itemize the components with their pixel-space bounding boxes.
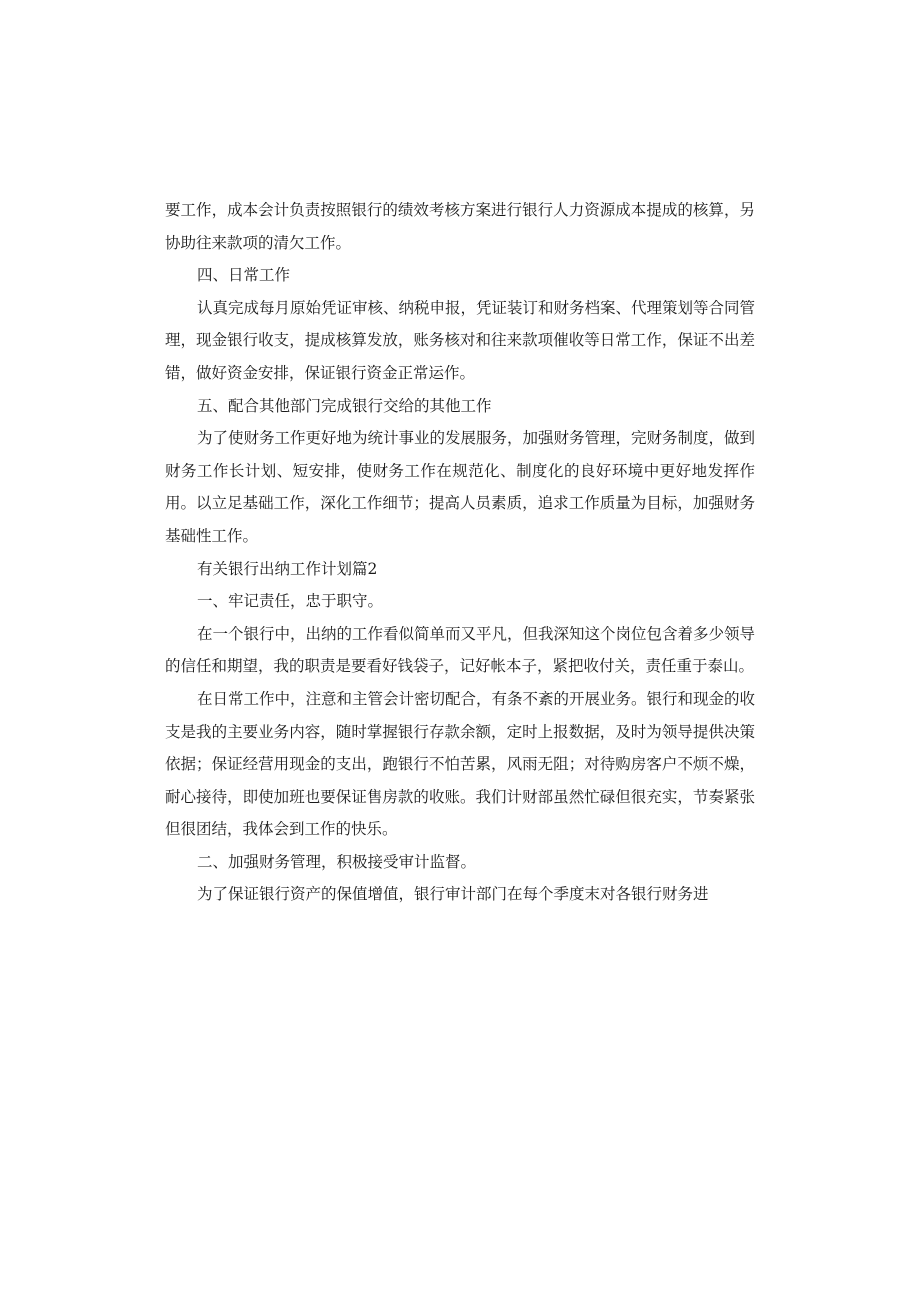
section-heading-other-work: 五、配合其他部门完成银行交给的其他工作 xyxy=(197,396,492,415)
article-title-part2: 有关银行出纳工作计划篇2 xyxy=(197,559,378,578)
paragraph-daily-cooperation: 在日常工作中，注意和主管会计密切配合，有条不紊的开展业务。银行和现金的收支是我的主要业务内容，随时掌握银行存款余额，定时上报数据，及时为领导提供决策依据；保证经营用现金的支出，跑银行不怕苦累，风雨无阻；对待购房客户不烦不燥，耐心接待，即使加班也要保证售房款的收账。我们计财部虽然忙碌但很充实，节奏紧张但很团结，我体会到工作的快乐。 xyxy=(165,689,756,839)
section-heading-daily-work: 四、日常工作 xyxy=(197,266,291,285)
paragraph-responsibility: 在一个银行中，出纳的工作看似简单而又平凡，但我深知这个岗位包含着多少领导的信任和期望，我的职责是要看好钱袋子，记好帐本子，紧把收付关，责任重于泰山。 xyxy=(165,624,756,676)
section-heading-responsibility: 一、牢记责任，忠于职守。 xyxy=(197,592,384,611)
paragraph-daily-work: 认真完成每月原始凭证审核、纳税申报，凭证装订和财务档案、代理策划等合同管理，现金银行收支，提成核算发放，账务核对和往来款项催收等日常工作，保证不出差错，做好资金安排，保证银行资金正常运作。 xyxy=(165,298,756,382)
document-body xyxy=(165,194,755,911)
paragraph-audit: 为了保证银行资产的保值增值，银行审计部门在每个季度末对各银行财务进 xyxy=(197,885,709,904)
paragraph-continuation: 要工作，成本会计负责按照银行的绩效考核方案进行银行人力资源成本提成的核算，另协助往来款项的清欠工作。 xyxy=(165,201,755,252)
section-heading-financial-management: 二、加强财务管理，积极接受审计监督。 xyxy=(197,852,477,871)
paragraph-other-work: 为了使财务工作更好地为统计事业的发展服务，加强财务管理，完财务制度，做到财务工作长计划、短安排，使财务工作在规范化、制度化的良好环境中更好地发挥作用。以立足基础工作，深化工作细节；提高人员素质，追求工作质量为目标，加强财务基础性工作。 xyxy=(165,429,756,545)
